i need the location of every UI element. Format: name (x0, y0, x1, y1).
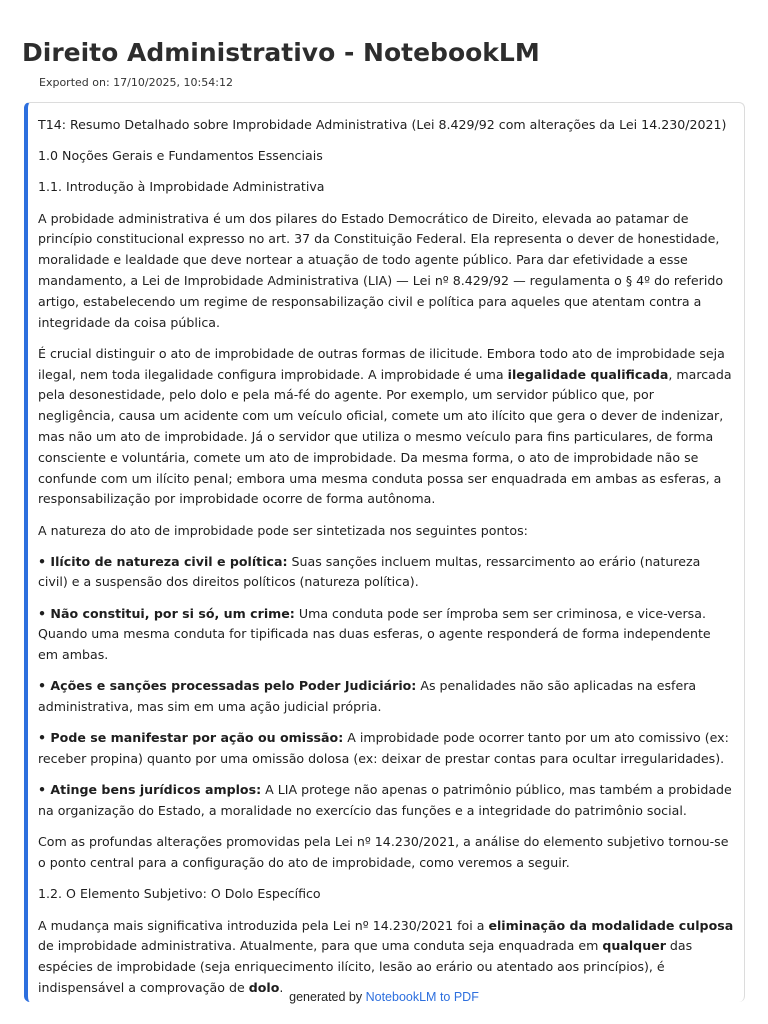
list-item-title: • Pode se manifestar por ação ou omissão: (38, 730, 344, 746)
page-title: Direito Administrativo - NotebookLM (22, 38, 540, 67)
paragraph-distincao: É crucial distinguir o ato de improbidade de outras formas de ilicitude. Embora todo ato de improbidade seja ilegal, nem toda ilegalidade configura improbidade. A improbidade é uma ilegalidade qualificada, marcada pela desonestidade, pelo dolo e pela má-fé do agente. Por exemplo, um servidor público que, por negligência, causa um acidente com um veículo oficial, comete um ato ilícito que gera o dever de indenizar, mas não um ato de improbidade. Já o servidor que utiliza o mesmo veículo para fins particulares, de forma consciente e voluntária, comete um ato de improbidade. Da mesma forma, o ato de improbidade não se confunde com um ilícito penal; embora uma mesma conduta possa ser enquadrada em ambas as esferas, a responsabilização por improbidade ocorre de forma autônoma. (38, 345, 732, 507)
document-heading: T14: Resumo Detalhado sobre Improbidade Administrativa (Lei 8.429/92 com alterações da Lei 14.230/2021) (38, 117, 727, 132)
paragraph-dolo: A mudança mais significativa introduzida pela Lei nº 14.230/2021 foi a eliminação da modalidade culposa de improbidade administrativa. Atualmente, para que uma conduta seja enquadrada em qualquer das espécies de improbidade (seja enriquecimento ilícito, lesão ao erário ou atentado aos princípios), é indispensável a comprovação de dolo. (38, 917, 734, 995)
list-item: • Não constitui, por si só, um crime: Uma conduta pode ser ímproba sem ser criminosa, e vice-versa. Quando uma mesma conduta for tipificada nas duas esferas, o agente responderá de forma independente em ambas. (38, 605, 711, 663)
section-heading-1-0: 1.0 Noções Gerais e Fundamentos Essenciais (38, 148, 323, 164)
bold-qualquer: qualquer (602, 938, 666, 954)
section-heading-1-1: 1.1. Introdução à Improbidade Administrativa (38, 179, 325, 195)
list-item: • Ilícito de natureza civil e política: Suas sanções incluem multas, ressarcimento ao erário (natureza civil) e a suspensão dos direitos políticos (natureza política). (38, 553, 701, 590)
list-item-title: • Atinge bens jurídicos amplos: (38, 782, 262, 798)
list-item: • Ações e sanções processadas pelo Poder Judiciário: As penalidades não são aplicadas na esfera administrativa, mas sim em uma ação judicial própria. (38, 678, 697, 715)
bold-dolo: dolo (248, 979, 280, 995)
paragraph-natureza-intro: A natureza do ato de improbidade pode ser sintetizada nos seguintes pontos: (38, 522, 528, 538)
paragraph-alteracoes: Com as profundas alterações promovidas pela Lei nº 14.230/2021, a análise do elemento subjetivo tornou-se o ponto central para a configuração do ato de improbidade, como veremos a seguir. (38, 834, 729, 871)
document-card (24, 102, 745, 1002)
footer-prefix: generated by (289, 990, 366, 1004)
document-content (38, 115, 734, 1002)
section-heading-1-2: 1.2. O Elemento Subjetivo: O Dolo Específico (38, 886, 321, 902)
list-item-title: • Ilícito de natureza civil e política: (38, 553, 288, 569)
list-item: • Pode se manifestar por ação ou omissão: A improbidade pode ocorrer tanto por um ato comissivo (ex: receber propina) quanto por uma omissão dolosa (ex: deixar de prestar contas para ocultar irregularidades). (38, 730, 729, 767)
footer-link[interactable]: NotebookLM to PDF (365, 990, 479, 1004)
list-item-title: • Ações e sanções processadas pelo Poder Judiciário: (38, 678, 417, 694)
footer (0, 990, 768, 1004)
list-item: • Atinge bens jurídicos amplos: A LIA protege não apenas o patrimônio público, mas também a probidade na organização do Estado, a moralidade no exercício das funções e a integridade do patrimônio social. (38, 782, 732, 819)
export-timestamp: Exported on: 17/10/2025, 10:54:12 (39, 76, 233, 89)
bold-ilegalidade-qualificada: ilegalidade qualificada (507, 366, 669, 382)
paragraph-probidade: A probidade administrativa é um dos pilares do Estado Democrático de Direito, elevada ao patamar de princípio constitucional expresso no art. 37 da Constituição Federal. Ela representa o dever de honestidade, moralidade e lealdade que deve nortear a atuação de todo agente público. Para dar efetividade a esse mandamento, a Lei de Improbidade Administrativa (LIA) — Lei nº 8.429/92 — regulamenta o § 4º do referido artigo, estabelecendo um regime de responsabilização civil e política para aqueles que atentam contra a integridade da coisa pública. (38, 210, 724, 330)
bold-eliminacao-culposa: eliminação da modalidade culposa (488, 917, 734, 933)
list-item-title: • Não constitui, por si só, um crime: (38, 605, 295, 621)
